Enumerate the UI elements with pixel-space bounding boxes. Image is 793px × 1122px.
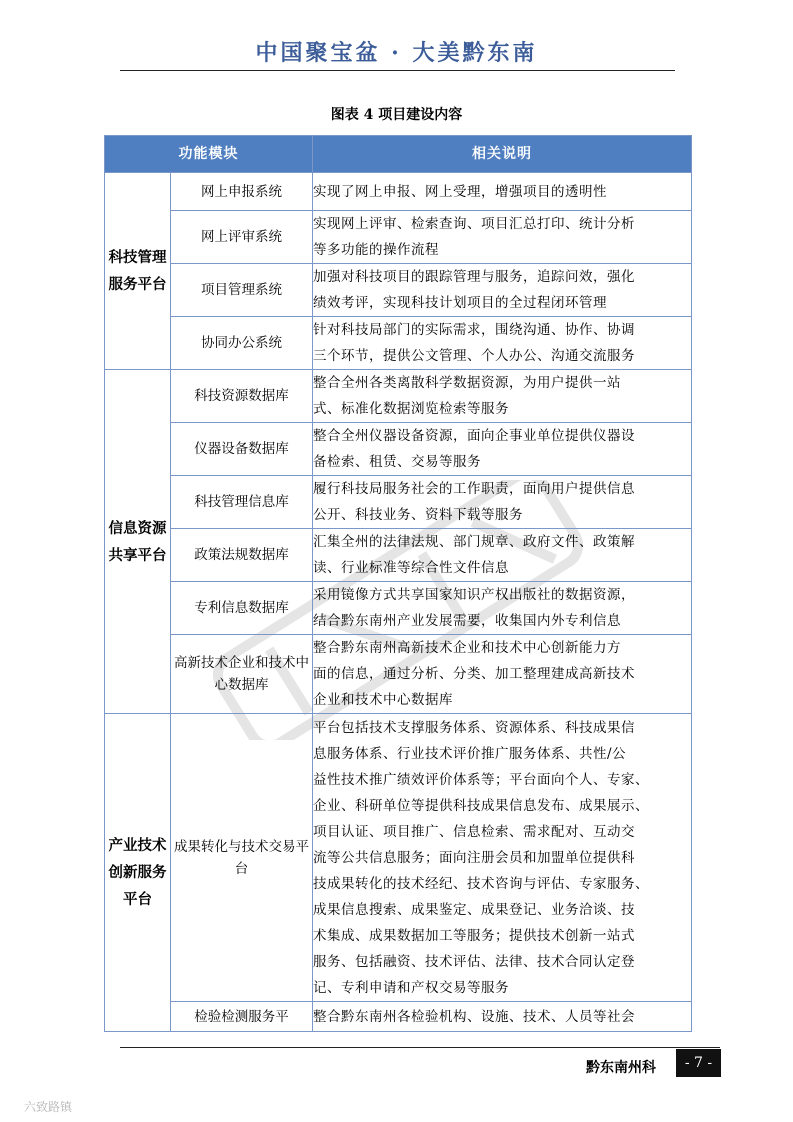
description-line: 整合黔东南州高新技术企业和技术中心创新能力方 [313,640,621,656]
description-line: 成果信息搜索、成果鉴定、成果登记、业务洽谈、技 [313,901,635,918]
description-cell [313,211,692,264]
module-cell: 检验检测服务平 [171,1002,313,1032]
description-line: 服务、包括融资、技术评估、法律、技术合同认定登 [313,953,635,970]
description-cell [313,476,692,529]
description-cell [313,370,692,423]
page-header-title: 中国聚宝盆 · 大美黔东南 [255,40,538,66]
description-cell [313,635,692,714]
description-cell [313,173,692,211]
module-cell: 网上申报系统 [171,173,313,211]
description-line: 整合全州各类离散科学数据资源，为用户提供一站 [313,375,621,391]
description-line: 项目认证、项目推广、信息检索、需求配对、互动交 [313,823,635,840]
table-row [105,476,692,529]
table-row [105,1002,692,1032]
module-cell: 网上评审系统 [171,211,313,264]
description-line: 式、标准化数据浏览检索等服务 [313,401,509,417]
description-cell [313,714,692,1002]
description-line: 企业、科研单位等提供科技成果信息发布、成果展示、 [313,797,649,814]
module-cell: 高新技术企业和技术中心数据库 [171,635,313,714]
module-cell: 专利信息数据库 [171,582,313,635]
module-cell: 成果转化与技术交易平台 [171,714,313,1002]
table-row [105,264,692,317]
footer-divider [120,1047,720,1048]
table-row [105,317,692,370]
page-number: - 7 - [676,1049,721,1077]
description-cell [313,317,692,370]
description-line: 加强对科技项目的跟踪管理与服务，追踪问效，强化 [313,269,635,285]
description-line: 整合全州仪器设备资源，面向企事业单位提供仪器设 [313,428,635,444]
description-line: 汇集全州的法律法规、部门规章、政府文件、政策解 [313,534,635,550]
description-line: 等多功能的操作流程 [313,242,439,258]
module-cell: 项目管理系统 [171,264,313,317]
table-row [105,423,692,476]
description-line: 面的信息，通过分析、分类、加工整理建成高新技术 [313,666,635,682]
project-content-table [104,135,692,1032]
footer-label: 黔东南州科 [586,1060,656,1076]
module-cell: 政策法规数据库 [171,529,313,582]
description-line: 备检索、租赁、交易等服务 [313,454,481,470]
category-cell: 科技管理服务平台 [105,173,171,370]
table-row [105,582,692,635]
description-line: 绩效考评，实现科技计划项目的全过程闭环管理 [313,295,607,311]
module-cell: 科技资源数据库 [171,370,313,423]
description-line: 记、专利申请和产权交易等服务 [313,979,509,996]
description-line: 整合黔东南州各检验机构、设施、技术、人员等社会 [313,1008,635,1025]
description-line: 息服务体系、行业技术评价推广服务体系、共性/公 [313,745,627,762]
description-line: 实现网上评审、检索查询、项目汇总打印、统计分析 [313,216,635,232]
description-line: 三个环节，提供公文管理、个人办公、沟通交流服务 [313,348,635,364]
description-line: 采用镜像方式共享国家知识产权出版社的数据资源， [313,587,635,603]
table-row [105,529,692,582]
column-header-description: 相关说明 [313,136,692,173]
description-line: 流等公共信息服务；面向注册会员和加盟单位提供科 [313,849,635,866]
description-line: 技成果转化的技术经纪、技术咨询与评估、专家服务、 [313,875,649,892]
table-row [105,635,692,714]
description-cell [313,1002,692,1032]
corner-watermark-text: 六致路镇 [24,1100,73,1114]
column-header-module: 功能模块 [105,136,313,173]
table-row [105,714,692,1002]
table-row [105,370,692,423]
description-cell [313,582,692,635]
category-cell: 信息资源共享平台 [105,370,171,714]
description-line: 结合黔东南州产业发展需要，收集国内外专利信息 [313,613,621,629]
description-line: 平台包括技术支撑服务体系、资源体系、科技成果信 [313,719,635,736]
table-caption: 图表 4 项目建设内容 [330,107,463,123]
category-cell: 产业技术创新服务平台 [105,714,171,1032]
header-divider [120,70,675,71]
description-line: 益性技术推广绩效评价体系等；平台面向个人、专家、 [313,771,649,788]
description-line: 企业和技术中心数据库 [313,692,453,708]
table-body [105,173,692,1032]
table-row [105,211,692,264]
module-cell: 协同办公系统 [171,317,313,370]
table-row [105,173,692,211]
description-line: 公开、科技业务、资料下载等服务 [313,507,523,523]
description-line: 针对科技局部门的实际需求，围绕沟通、协作、协调 [313,322,635,338]
module-cell: 仪器设备数据库 [171,423,313,476]
description-line: 实现了网上申报、网上受理，增强项目的透明性 [313,183,607,200]
description-cell [313,264,692,317]
module-cell: 科技管理信息库 [171,476,313,529]
description-cell [313,529,692,582]
table-header-row [105,136,692,173]
description-line: 术集成、成果数据加工等服务；提供技术创新一站式 [313,927,635,944]
description-line: 读、行业标准等综合性文件信息 [313,560,509,576]
description-cell [313,423,692,476]
description-line: 履行科技局服务社会的工作职责，面向用户提供信息 [313,481,635,497]
